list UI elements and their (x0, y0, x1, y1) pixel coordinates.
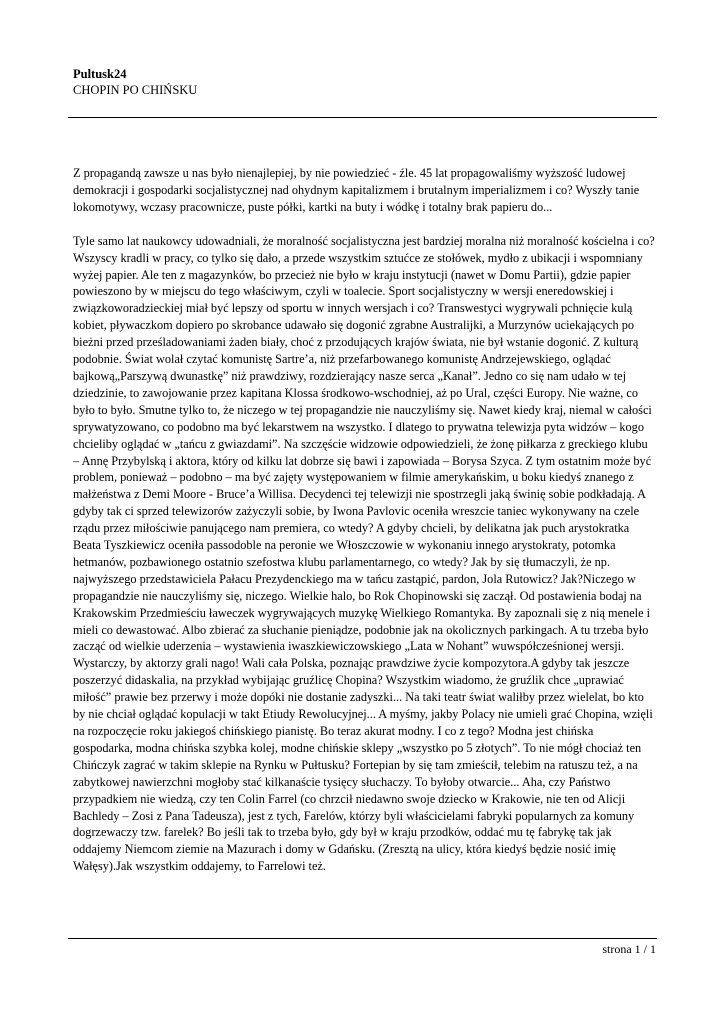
article-paragraph: Tyle samo lat naukowcy udowadniali, że moralność socjalistyczna jest bardziej moralna niż moralność kościelna i co? Wszyscy kradli w pracy, co tylko się dało, a przede wszystkim sztućce ze stołówek, mydło z ubikacji i wspomniany wyżej papier. Ale ten z magazynków, bo przecież nie było w kraju instytucji (nawet w Domu Partii), gdzie papier powieszono by w miejscu do tego właściwym, czyli w toalecie. Sport socjalistyczny w wersji eneredowskiej i związkoworadzieckiej miał być lepszy od sportu w innych wersjach i co? Transwestyci wygrywali pchnięcie kulą kobiet, pływaczkom dopiero po skrobance udawało się dogonić zgrabne Australijki, a Murzynów uciekających po bieżni przed prześladowaniami żaden biały, choć z przodujących krajów świata, nie był wstanie dogonić. Z kulturą podobnie. Świat wolał czytać komunistę Sartre’a, niż przefarbowanego komunistę Andrzejewskiego, oglądać bajkową„Parszywą dwunastkę” niż prawdziwy, rozdzierający nasze serca „Kanał”. Jedno co się nam udało w tej dziedzinie, to zawojowanie przez kapitana Klossa środkowo-wschodniej, aż po Ural, części Europy. Nie ważne, co było to było. Smutne tylko to, że niczego w tej propagandzie nie nauczyliśmy się. Nawet kiedy kraj, niemal w całości sprywatyzowano, co podobno ma być lekarstwem na wszystko. I dlatego to prywatna telewizja pyta widzów – kogo chcieliby oglądać w „tańcu z gwiazdami”. Na szczęście widzowie odpowiedzieli, że żonę piłkarza z greckiego klubu – Annę Przybylską i aktora, który od kilku lat dobrze się bawi i zapowiada – Borysa Szyca. Z tym ostatnim może być problem, ponieważ – podobno – ma być zajęty występowaniem w filmie amerykańskim, u boku kiedyś znanego z małżeństwa z Demi Moore - Bruce’a Willisa. Decydenci tej telewizji nie spostrzegli jaką świnię sobie podkładają. A gdyby tak ci sprzed telewizorów zażyczyli sobie, by Iwona Pavlovic oceniła wreszcie taniec wykonywany na czele rządu przez miłościwie panującego nam premiera, co wtedy? A gdyby chcieli, by delikatna jak puch arystokratka Beata Tyszkiewicz oceniła passodoble na peronie we Włoszczowie w wykonaniu innego arystokraty, potomka hetmanów, pozbawionego ostatnio szefostwa klubu parlamentarnego, co wtedy? Jak by się tłumaczyli, że np. najwyższego przedstawiciela Pałacu Prezydenckiego ma w tańcu zastąpić, pardon, Jola Rutowicz? Jak?Niczego w propagandzie nie nauczyliśmy się, niczego. Wielkie halo, bo Rok Chopinowski się zaczął. Od postawienia bodaj na Krakowskim Przedmieściu ławeczek wygrywających muzykę Wielkiego Romantyka. By zapoznali się z nią menele i mieli co dewastować. Albo zbierać za słuchanie pieniądze, podobnie jak na okolicznych parkingach. A tu trzeba było zacząć od wielkie uderzenia – wystawienia iwaszkiewiczowskiego „Lata w Nohant” wuwspółcześnionej wersji. Wystarczy, by aktorzy grali nago! Wali cała Polska, poznając prawdziwe życie kompozytora.A gdyby tak jeszcze poszerzyć didaskalia, na przykład wybijając gruźlicę Chopina? Wszystkim wiadomo, że gruźlik chce „uprawiać miłość” prawie bez przerwy i może dopóki nie dostanie zadyszki... Na taki teatr świat waliłby przez wielelat, bo kto by nie chciał oglądać kopulacji w takt Etiudy Rewolucyjnej... A myśmy, jakby Polacy nie umieli grać Chopina, wzięli na rozpoczęcie roku jakiegoś chińskiego pianistę. Bo teraz akurat modny. I co z tego? Modna jest chińska gospodarka, modna chińska szybka kolej, modne chińskie sklepy „wszystko po 5 złotych”. To nie mógł chociaż ten Chińczyk zagrać w takim sklepie na Rynku w Pułtusku? Fortepian by się tam zmieścił, telebim na ratuszu też, a na zabytkowej nawierzchni mogłoby stać kilkanaście tysięcy słuchaczy. To byłoby otwarcie... Aha, czy Państwo przypadkiem nie wiedzą, czy ten Colin Farrel (co chrzcił niedawno swoje dziecko w Krakowie, nie ten od Alicji Bachledy – Zosi z Pana Tadeusza), jest z tych, Farelów, którzy byli właścicielami fabryki popularnych za komuny dogrzewaczy tzw. farelek? Bo jeśli tak to trzeba było, gdy był w kraju przodków, oddać mu tę fabrykę tak jak oddajemy Niemcom ziemie na Mazurach i domy w Gdańsku. (Zresztą na ulicy, która kiedyś będzie nosić imię Wałęsy).Jak wszystkim oddajemy, to Farrelowi też. (73, 233, 655, 874)
article-body (73, 165, 655, 892)
site-name: Pultusk24 (73, 67, 127, 81)
page-header (73, 66, 658, 98)
footer-divider (68, 938, 657, 939)
article-paragraph: Z propagandą zawsze u nas było nienajlepiej, by nie powiedzieć - źle. 45 lat propagowaliśmy wyższość ludowej demokracji i gospodarki socjalistycznej nad ohydnym kapitalizmem i brutalnym imperializmem i co? Wyszły tanie lokomotywy, wczasy pracownicze, puste półki, kartki na buty i wódkę i totalny brak papieru do... (73, 166, 640, 214)
header-divider (68, 117, 657, 118)
page-number: strona 1 / 1 (602, 942, 656, 956)
article-title: CHOPIN PO CHIŃSKU (73, 83, 198, 97)
